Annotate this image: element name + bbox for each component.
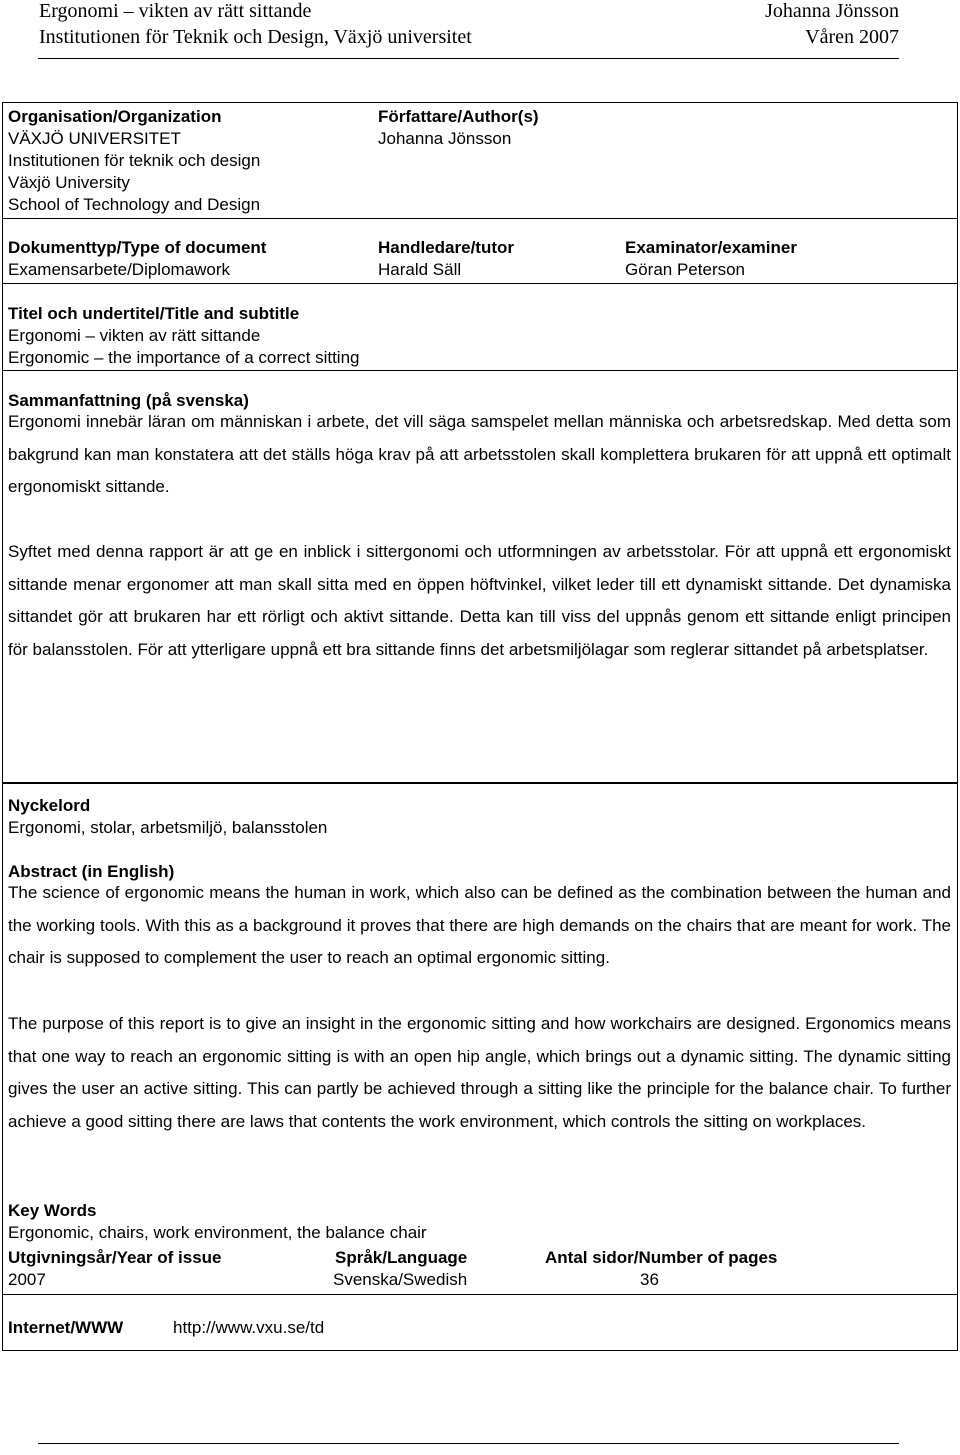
abstract-heading: Abstract (in English)	[8, 862, 175, 881]
language-heading: Språk/Language	[335, 1248, 468, 1267]
abstract-paragraph: The science of ergonomic means the human in work, which also can be defined as the combination between the human and the working tools. With this as a background it proves that there are high demands on the chairs that are meant for work. The chair is supposed to complement the user to reach an optimal ergonomic sitting.	[8, 883, 951, 968]
language-value: Svenska/Swedish	[333, 1270, 468, 1289]
author-heading: Författare/Author(s)	[378, 107, 539, 126]
internet-heading: Internet/WWW	[8, 1318, 124, 1337]
tutor-heading: Handledare/tutor	[378, 238, 515, 257]
pages-heading: Antal sidor/Number of pages	[545, 1248, 778, 1267]
title-line: Ergonomi – vikten av rätt sittande	[8, 326, 261, 345]
header-rule	[38, 58, 899, 59]
header-title: Ergonomi – vikten av rätt sittande	[39, 0, 312, 22]
divider	[3, 370, 957, 371]
summary-heading: Sammanfattning (på svenska)	[8, 391, 249, 410]
abstract-paragraph: The purpose of this report is to give an insight in the ergonomic sitting and how workchairs are designed. Ergonomics means that one way to reach an ergonomic sitting is with an open hip angle, which brings out a dynamic sitting. The dynamic sitting gives the user an active sitting. This can partly be achieved through a sitting like the principle for the balance chair. To further achieve a good sitting there are laws that contents the work environment, which controls the sitting on workplaces.	[8, 1014, 951, 1131]
keywords-en-heading: Key Words	[8, 1201, 97, 1220]
keywords-sv-value: Ergonomi, stolar, arbetsmiljö, balansstolen	[8, 818, 328, 837]
pages-value: 36	[640, 1270, 659, 1289]
document-type-heading: Dokumenttyp/Type of document	[8, 238, 267, 257]
footer-rule	[38, 1443, 899, 1444]
summary-paragraph: Ergonomi innebär läran om människan i arbete, det vill säga samspelet mellan människa och arbetsredskap. Med detta som bakgrund kan man konstatera att det ställs höga krav på att arbetsstolen skall komplettera brukaren för att uppnå ett optimalt ergonomiskt sittande.	[8, 412, 951, 497]
year-value: 2007	[8, 1270, 46, 1289]
organization-line: Växjö University	[8, 173, 130, 192]
year-heading: Utgivningsår/Year of issue	[8, 1248, 222, 1267]
organization-heading: Organisation/Organization	[8, 107, 222, 126]
organization-line: VÄXJÖ UNIVERSITET	[8, 129, 181, 148]
title-heading: Titel och undertitel/Title and subtitle	[8, 304, 300, 323]
keywords-en-value: Ergonomic, chairs, work environment, the balance chair	[8, 1223, 427, 1242]
title-line: Ergonomic – the importance of a correct sitting	[8, 348, 360, 367]
divider	[3, 1294, 957, 1295]
internet-link[interactable]: http://www.vxu.se/td	[173, 1318, 325, 1337]
examiner-heading: Examinator/examiner	[625, 238, 797, 257]
divider	[3, 283, 957, 284]
organization-line: Institutionen för teknik och design	[8, 151, 261, 170]
examiner-value: Göran Peterson	[625, 260, 746, 279]
header-term: Våren 2007	[805, 26, 899, 48]
header-author: Johanna Jönsson	[765, 0, 899, 22]
tutor-value: Harald Säll	[378, 260, 462, 279]
keywords-sv-heading: Nyckelord	[8, 796, 91, 815]
author-value: Johanna Jönsson	[378, 129, 512, 148]
divider	[3, 218, 957, 219]
organization-line: School of Technology and Design	[8, 195, 261, 214]
header-institution: Institutionen för Teknik och Design, Växjö universitet	[39, 26, 472, 48]
document-type-value: Examensarbete/Diplomawork	[8, 260, 231, 279]
summary-paragraph: Syftet med denna rapport är att ge en inblick i sittergonomi och utformningen av arbetsstolar. För att uppnå ett ergonomiskt sittande menar ergonomer att man skall sitta med en öppen höftvinkel, vilket leder till ett dynamiskt sittande. Det dynamiska sittandet gör att brukaren har ett rörligt och aktivt sittande. Detta kan till viss del uppnås genom ett sittande enligt principen för balansstolen. För att ytterligare uppnå ett bra sittande finns det arbetsmiljölagar som reglerar sittandet på arbetsplatser.	[8, 542, 951, 659]
